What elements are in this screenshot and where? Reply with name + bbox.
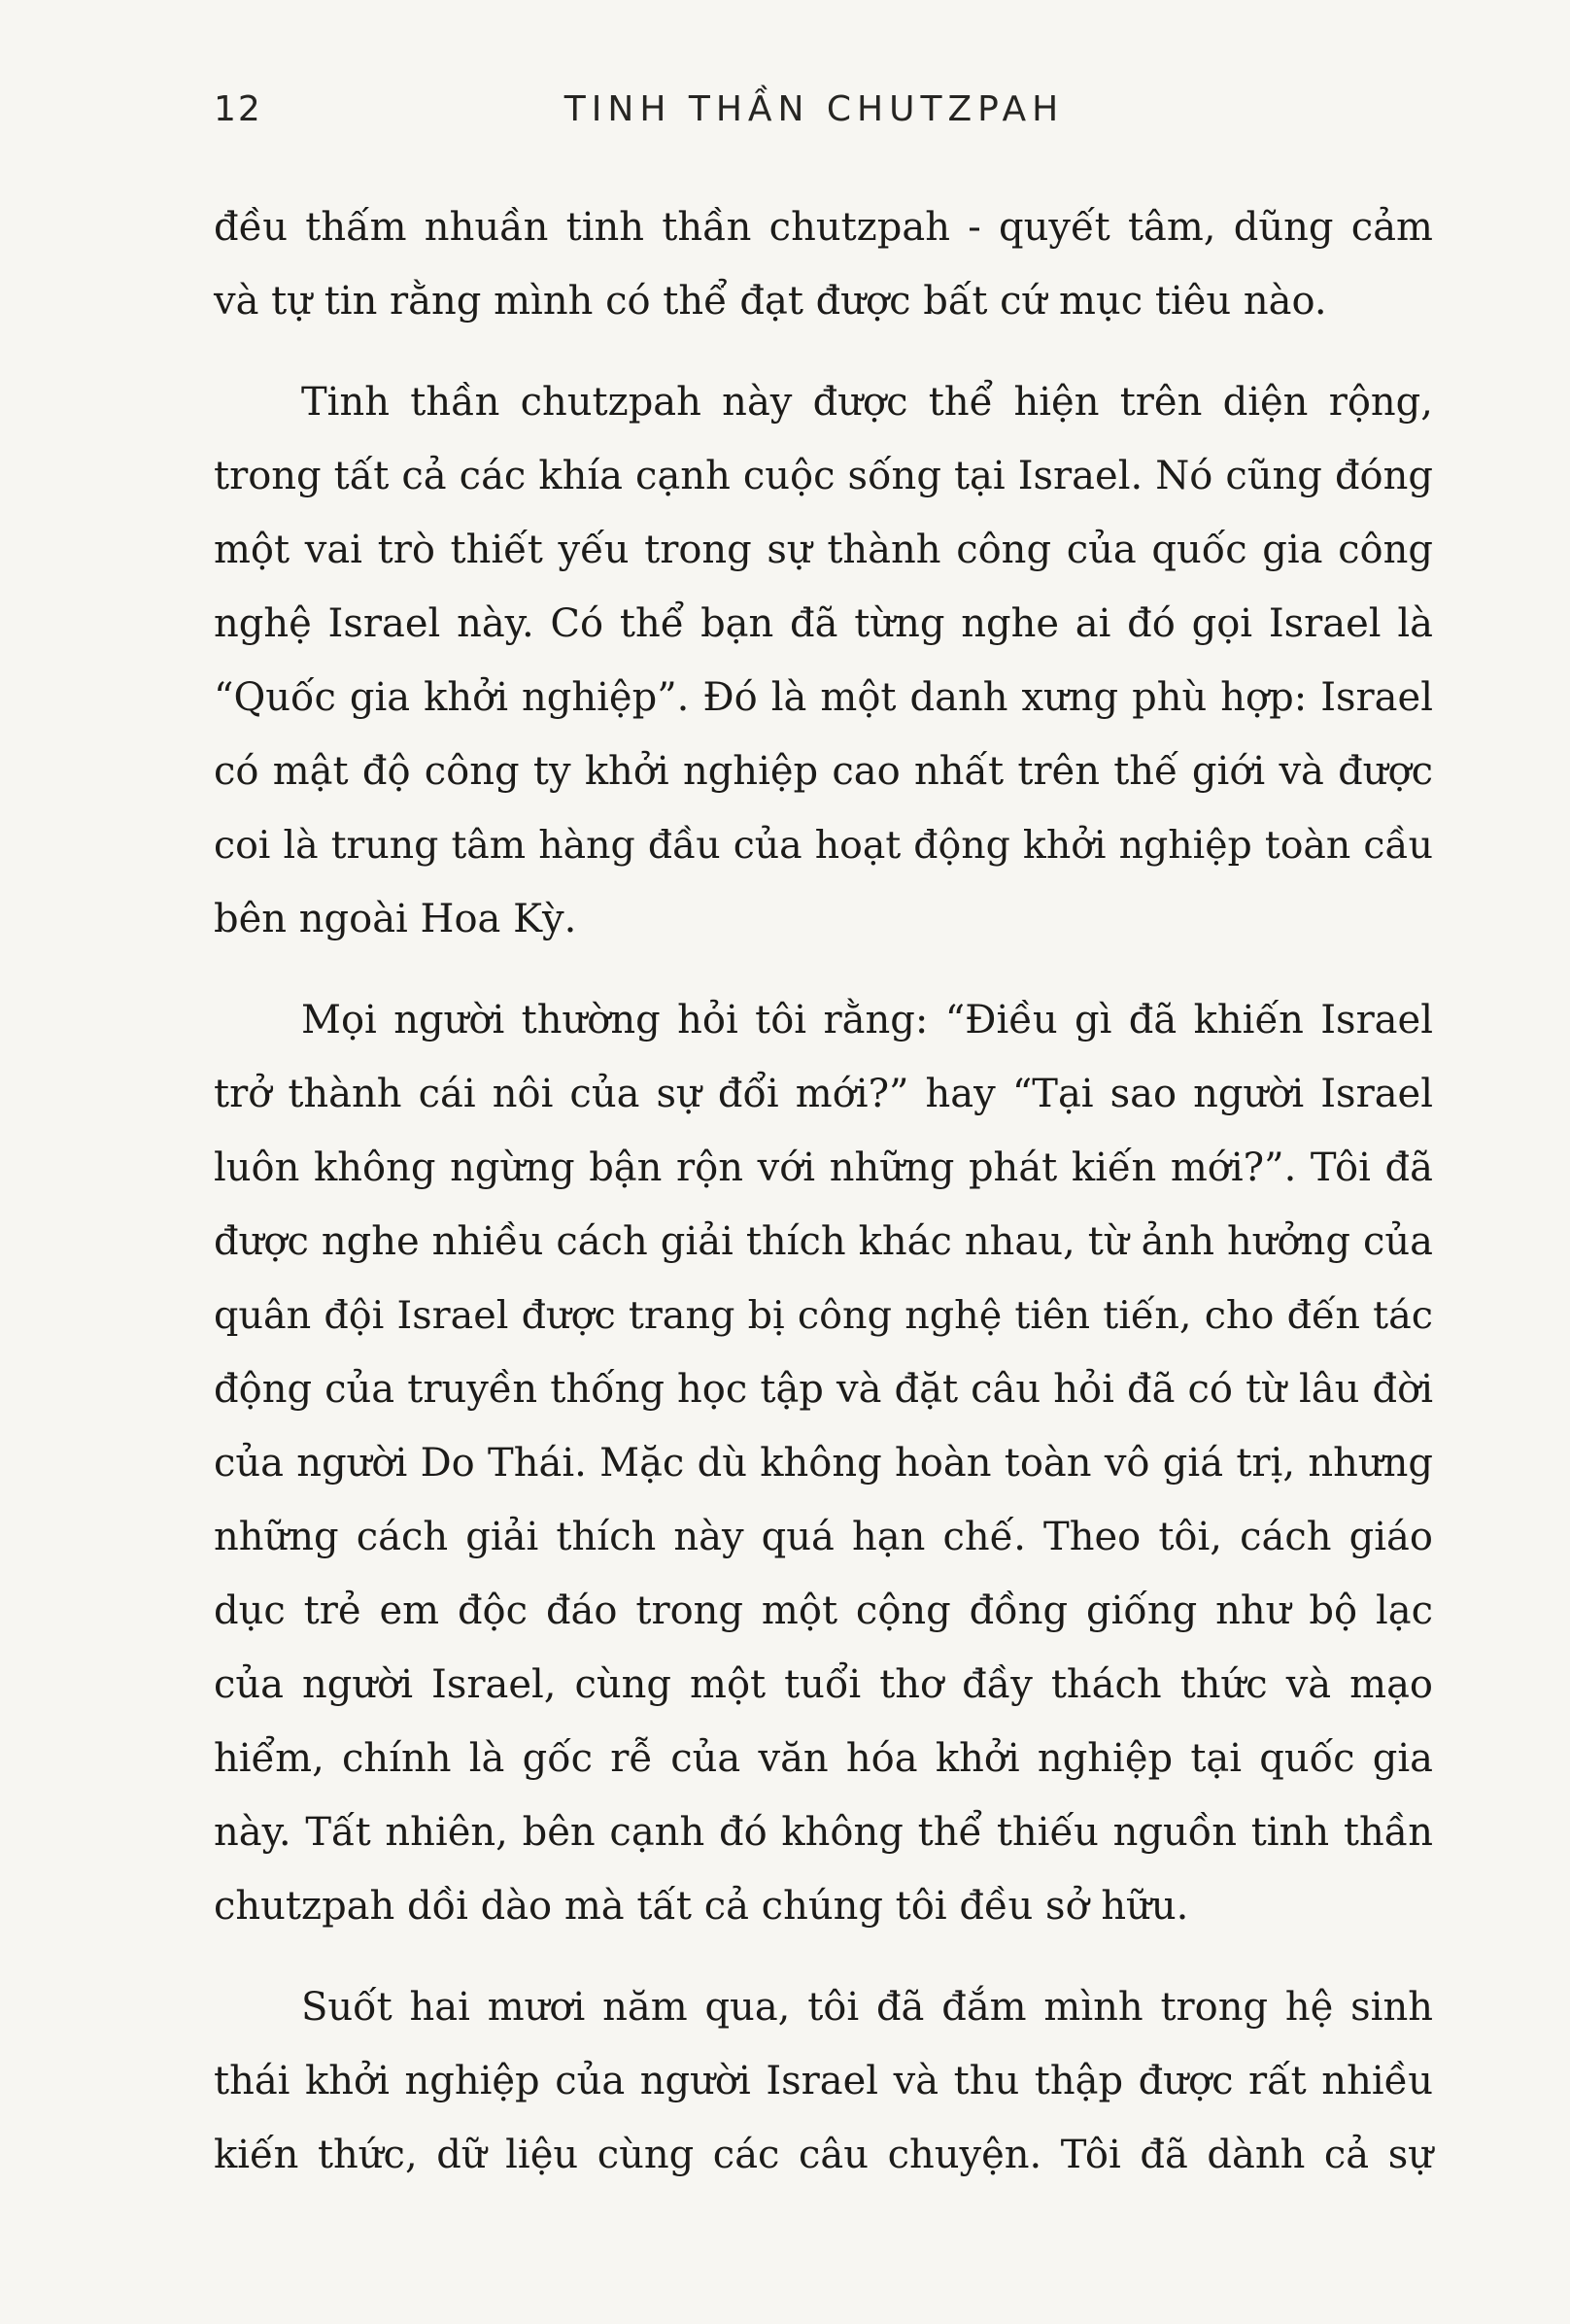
text-line: Suốt hai mươi năm qua, tôi đã đắm mình trong hệ sinh — [301, 1985, 1433, 2030]
text-line: chutzpah dồi dào mà tất cả chúng tôi đều sở hữu. — [214, 1884, 1189, 1929]
text-line: và tự tin rằng mình có thể đạt được bất cứ mục tiêu nào. — [214, 279, 1327, 324]
text-line: coi là trung tâm hàng đầu của hoạt động khởi nghiệp toàn cầu — [214, 823, 1433, 868]
text-line: một vai trò thiết yếu trong sự thành công của quốc gia công — [214, 528, 1433, 572]
page-number: 12 — [214, 89, 262, 129]
paragraph — [214, 190, 1433, 338]
text-line: quân đội Israel được trang bị công nghệ tiên tiến, cho đến tác — [214, 1293, 1433, 1338]
text-line: nghệ Israel này. Có thể bạn đã từng nghe ai đó gọi Israel là — [214, 601, 1433, 646]
paragraph — [214, 983, 1433, 1943]
text-line: “Quốc gia khởi nghiệp”. Đó là một danh xưng phù hợp: Israel — [214, 675, 1433, 720]
text-line: của người Israel, cùng một tuổi thơ đầy thách thức và mạo — [214, 1662, 1433, 1707]
text-line: kiến thức, dữ liệu cùng các câu chuyện. Tôi đã dành cả sự — [214, 2133, 1433, 2177]
text-line: trở thành cái nôi của sự đổi mới?” hay “Tại sao người Israel — [214, 1072, 1433, 1116]
text-line: dục trẻ em độc đáo trong một cộng đồng giống như bộ lạc — [214, 1589, 1433, 1633]
text-line: bên ngoài Hoa Kỳ. — [214, 897, 577, 941]
text-line: của người Do Thái. Mặc dù không hoàn toàn vô giá trị, nhưng — [214, 1441, 1433, 1486]
running-title: TINH THẦN CHUTZPAH — [563, 89, 1065, 129]
text-line: thái khởi nghiệp của người Israel và thu thập được rất nhiều — [214, 2059, 1433, 2103]
paragraph — [214, 365, 1433, 956]
text-line: những cách giải thích này quá hạn chế. Theo tôi, cách giáo — [214, 1515, 1433, 1559]
text-line: trong tất cả các khía cạnh cuộc sống tại Israel. Nó cũng đóng — [214, 454, 1433, 498]
text-line: được nghe nhiều cách giải thích khác nhau, từ ảnh hưởng của — [214, 1219, 1433, 1264]
paragraph — [214, 1970, 1433, 2192]
text-line: có mật độ công ty khởi nghiệp cao nhất trên thế giới và được — [214, 749, 1433, 794]
text-line: Mọi người thường hỏi tôi rằng: “Điều gì đã khiến Israel — [301, 998, 1433, 1042]
text-line: luôn không ngừng bận rộn với những phát kiến mới?”. Tôi đã — [214, 1145, 1433, 1190]
text-line: động của truyền thống học tập và đặt câu hỏi đã có từ lâu đời — [214, 1367, 1433, 1412]
text-line: Tinh thần chutzpah này được thể hiện trên diện rộng, — [301, 380, 1433, 425]
text-line: này. Tất nhiên, bên cạnh đó không thể thiếu nguồn tinh thần — [214, 1810, 1433, 1855]
text-line: hiểm, chính là gốc rễ của văn hóa khởi nghiệp tại quốc gia — [214, 1736, 1433, 1781]
body-text — [214, 190, 1433, 2192]
text-line: đều thấm nhuần tinh thần chutzpah - quyết tâm, dũng cảm — [214, 205, 1433, 250]
